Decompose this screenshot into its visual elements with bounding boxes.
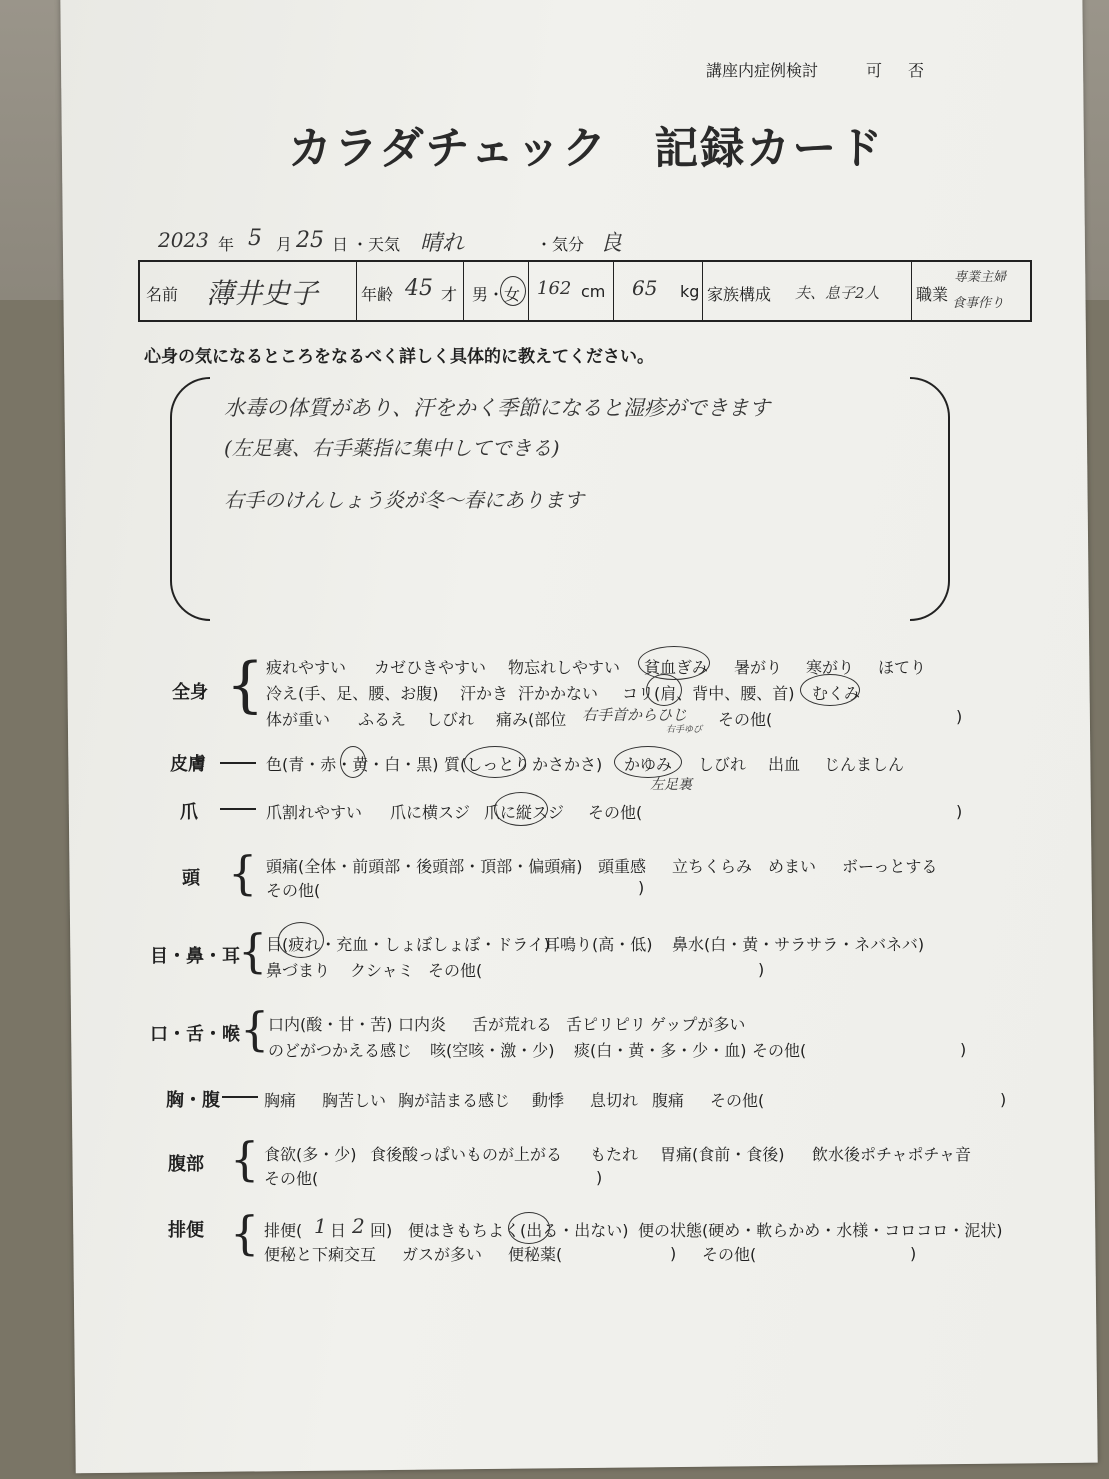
sex-cell [464, 262, 529, 320]
symptom-item[interactable]: ガスが多い [402, 1245, 483, 1264]
symptom-item[interactable]: 立ちくらみ [672, 857, 753, 876]
close-paren: ) [670, 1244, 677, 1263]
bowel-frequency-times: 2 [352, 1214, 365, 1238]
symptom-item[interactable]: その他( [588, 803, 643, 822]
brace-atama: { [228, 846, 258, 900]
symptom-item[interactable]: 動悸 [532, 1091, 565, 1110]
job-value-2: 食事作り [952, 296, 1005, 311]
close-paren: ) [956, 802, 963, 821]
weather-value: 晴れ [420, 231, 465, 256]
age-cell [357, 262, 464, 320]
symptom-item[interactable]: かさかさ) [532, 755, 603, 774]
cat-kuchi: 口・舌・喉 [150, 1024, 240, 1045]
mood-label: ・気分 [536, 235, 585, 254]
symptom-item[interactable]: 頭痛(全体・前頭部・後頭部・頂部・偏頭痛) [266, 857, 583, 876]
symptom-item[interactable]: その他( [702, 1245, 757, 1264]
times-unit: 回) [370, 1221, 393, 1240]
bowel-frequency-days: 1 [314, 1214, 327, 1238]
selection-circle [638, 646, 710, 680]
cat-fukubu: 腹部 [168, 1154, 204, 1175]
height-value: 162 [537, 278, 572, 299]
symptom-item[interactable]: 冷え(手、足、腰、お腹) [266, 684, 439, 703]
day-label: 日 [332, 235, 349, 254]
cat-mune: 胸・腹 [166, 1090, 220, 1111]
selection-circle [340, 746, 366, 778]
symptom-item[interactable]: 暑がり [734, 658, 783, 677]
symptom-item[interactable]: 便の状態(硬め・軟らかめ・水様・コロコロ・泥状) [638, 1221, 1003, 1240]
symptom-item[interactable]: 咳(空咳・激・少) [430, 1041, 555, 1060]
cat-atama: 頭 [182, 868, 200, 889]
job-cell [912, 262, 1030, 320]
family-value: 夫、息子2人 [795, 284, 880, 302]
job-label: 職業 [916, 285, 949, 304]
close-paren: ) [956, 707, 963, 726]
close-paren: ) [638, 878, 645, 897]
close-paren: ) [1000, 1090, 1007, 1109]
symptom-item[interactable]: その他( [710, 1091, 765, 1110]
cat-tsume: 爪 [180, 802, 198, 823]
symptom-item[interactable]: もたれ [590, 1145, 639, 1164]
page-title: カラダチェック 記録カード [288, 123, 885, 174]
symptom-item[interactable]: 息切れ [590, 1091, 639, 1110]
symptom-item[interactable]: 汗かかない [518, 684, 599, 703]
concerns-line-2: (左足裏、右手薬指に集中してできる) [224, 436, 560, 460]
year-label: 年 [218, 235, 235, 254]
selection-circle [646, 674, 682, 706]
symptom-item[interactable]: 痰(白・黄・多・少・血) [574, 1041, 747, 1060]
weight-cell [614, 262, 703, 320]
day-unit: 日 [330, 1221, 347, 1240]
height-cell [529, 262, 614, 320]
symptom-item[interactable]: その他( [718, 710, 773, 729]
symptom-item[interactable]: 頭重感 [598, 857, 647, 876]
close-paren: ) [596, 1168, 603, 1187]
weight-value: 65 [632, 276, 658, 300]
case-review-label: 講座内症例検討 [706, 61, 819, 80]
brace-zenshin: { [226, 650, 265, 720]
symptom-item[interactable]: むくみ [812, 684, 861, 703]
symptom-item[interactable]: 排便( [264, 1221, 303, 1240]
sex-label: 男・女 [472, 285, 521, 304]
symptom-item[interactable]: 胸痛 [264, 1091, 297, 1110]
symptom-item[interactable]: 痛み(部位 [496, 710, 567, 729]
selection-circle [464, 746, 526, 778]
symptom-item[interactable]: 便秘と下痢交互 [264, 1245, 377, 1264]
mood-value: 良 [600, 231, 623, 256]
symptom-item[interactable]: 腹痛 [652, 1091, 685, 1110]
concerns-line-3: 右手のけんしょう炎が冬〜春にあります [224, 488, 584, 512]
day-value: 25 [296, 228, 324, 253]
concerns-line-1: 水毒の体質があり、汗をかく季節になると湿疹ができます [224, 396, 770, 420]
brace-kuchi: { [240, 1002, 270, 1056]
symptom-item[interactable]: 出血 [768, 755, 801, 774]
age-label: 年齢 [361, 285, 394, 304]
symptom-item[interactable]: 爪に横スジ [390, 803, 471, 822]
symptom-item[interactable]: ほてり [878, 658, 927, 677]
symptom-item[interactable]: 胸が詰まる感じ [398, 1091, 511, 1110]
symptom-item[interactable]: カゼひきやすい [374, 658, 487, 677]
brace-fukubu: { [230, 1132, 260, 1186]
pain-note: 右手ゆび [666, 725, 703, 735]
dash-line [220, 808, 256, 810]
month-value: 5 [248, 226, 262, 251]
pain-location: 右手首からひじ [582, 706, 688, 724]
symptom-item[interactable]: 便秘薬( [508, 1245, 563, 1264]
cat-zenshin: 全身 [172, 682, 208, 703]
itch-location: 左足裏 [650, 777, 692, 793]
name-cell [140, 262, 357, 320]
symptom-item[interactable]: 鼻づまり [266, 961, 331, 980]
symptom-item[interactable]: 目(疲れ・充血・しょぼしょぼ・ドライ) [266, 935, 551, 954]
symptom-item[interactable]: 疲れやすい [266, 658, 347, 677]
symptom-item[interactable]: 胸苦しい [322, 1091, 387, 1110]
symptom-item[interactable]: のどがつかえる感じ [268, 1041, 413, 1060]
symptom-item[interactable]: コリ(肩、背中、腰、首) [622, 684, 795, 703]
dash-line [220, 762, 256, 764]
dash-line [222, 1096, 258, 1098]
selection-circle [800, 674, 860, 706]
name-label: 名前 [146, 285, 179, 304]
name-value: 薄井史子 [206, 277, 319, 310]
weather-label: ・天気 [352, 235, 401, 254]
close-paren: ) [758, 960, 765, 979]
cat-hifu: 皮膚 [170, 754, 206, 775]
symptom-item[interactable]: しびれ [426, 710, 475, 729]
symptom-item[interactable]: めまい [768, 857, 817, 876]
symptom-item[interactable]: 口内炎 [398, 1015, 447, 1034]
symptom-item[interactable]: 耳鳴り(高・低) [544, 935, 653, 954]
symptom-item[interactable]: 舌ピリピリ [566, 1015, 647, 1034]
age-value: 45 [405, 276, 433, 301]
symptom-item[interactable]: 食後酸っぱいものが上がる [370, 1145, 563, 1164]
symptom-item[interactable]: 色(青・赤・黄・白・黒) [266, 755, 439, 774]
profile-table [138, 260, 1032, 322]
age-unit: 才 [441, 285, 458, 304]
selection-circle [278, 922, 324, 958]
symptom-item[interactable]: 飲水後ポチャポチャ音 [812, 1145, 972, 1164]
symptom-item[interactable]: その他( [266, 881, 321, 900]
symptom-item[interactable]: 物忘れしやすい [508, 658, 621, 677]
selection-circle [508, 1212, 550, 1244]
symptom-item[interactable]: 質(しっとり [444, 755, 531, 774]
symptom-item[interactable]: ゲップが多い [650, 1015, 746, 1034]
month-label: 月 [276, 235, 293, 254]
option-yes[interactable]: 可 [866, 61, 883, 80]
symptom-item[interactable]: ふるえ [358, 710, 407, 729]
symptom-item[interactable]: 寒がり [806, 658, 855, 677]
height-unit: cm [581, 282, 606, 301]
concerns-bracket-left [170, 377, 210, 621]
family-label: 家族構成 [707, 285, 772, 304]
brace-haiben: { [230, 1206, 260, 1260]
symptom-item[interactable]: 爪に縦スジ [484, 803, 565, 822]
cat-haiben: 排便 [168, 1220, 204, 1241]
symptom-item[interactable]: その他( [264, 1169, 319, 1188]
symptom-item[interactable]: 食欲(多・少) [264, 1145, 357, 1164]
symptom-item[interactable]: じんましん [824, 755, 905, 774]
job-value-1: 専業主婦 [954, 270, 1007, 285]
symptom-item[interactable]: 口内(酸・甘・苦) [268, 1015, 393, 1034]
symptom-item[interactable]: 鼻水(白・黄・サラサラ・ネバネバ) [672, 935, 925, 954]
symptom-item[interactable]: 舌が荒れる [472, 1015, 553, 1034]
symptom-item[interactable]: その他( [752, 1041, 807, 1060]
symptom-item[interactable]: クシャミ [350, 961, 414, 980]
symptom-item[interactable]: 胃痛(食前・食後) [660, 1145, 785, 1164]
family-cell [703, 262, 912, 320]
symptom-item[interactable]: しびれ [698, 755, 747, 774]
close-paren: ) [960, 1040, 967, 1059]
concerns-prompt: 心身の気になるところをなるべく詳しく具体的に教えてください。 [144, 347, 654, 367]
weight-unit: kg [680, 282, 700, 301]
year-value: 2023 [158, 228, 209, 252]
sex-female-circle [500, 276, 526, 306]
symptom-item[interactable]: 汗かき [460, 684, 509, 703]
symptom-item[interactable]: 体が重い [266, 710, 331, 729]
close-paren: ) [910, 1244, 917, 1263]
option-no[interactable]: 否 [908, 61, 925, 80]
record-card-paper [60, 0, 1097, 1473]
symptom-item[interactable]: ボーっとする [842, 857, 938, 876]
symptom-item[interactable]: 貧血ぎみ [644, 658, 709, 677]
cat-mehanamimi: 目・鼻・耳 [150, 946, 240, 967]
concerns-bracket-right [910, 377, 950, 621]
selection-circle [494, 792, 548, 826]
symptom-item[interactable]: その他( [428, 961, 483, 980]
symptom-item[interactable]: 爪割れやすい [266, 803, 363, 822]
symptom-item[interactable]: かゆみ [624, 755, 673, 774]
symptom-item[interactable]: 便はきもちよく(出る・出ない) [408, 1221, 629, 1240]
brace-mehanamimi: { [238, 924, 268, 978]
